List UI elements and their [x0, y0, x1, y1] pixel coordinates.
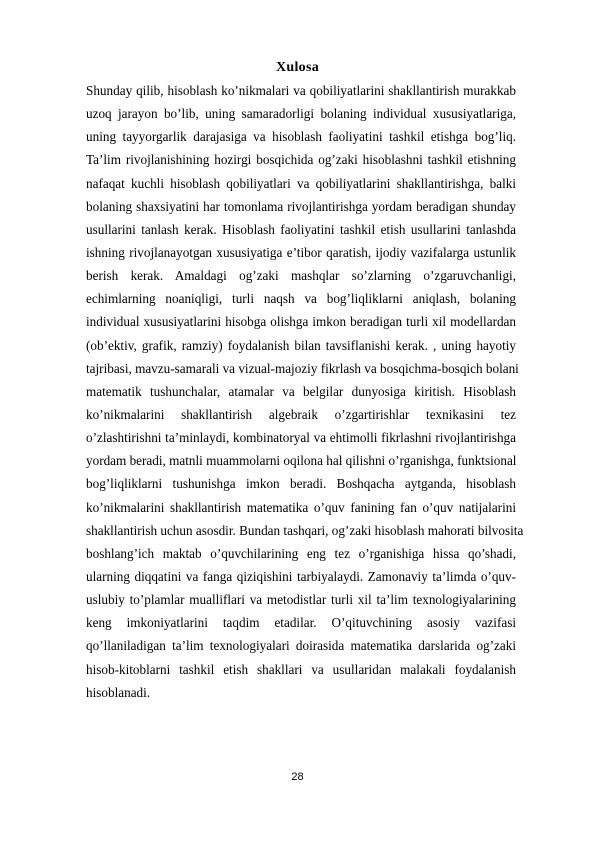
paragraph-line: ko’nikmalarini shakllantirish algebraik o’zgartirishlar texnikasini tez: [86, 406, 516, 422]
paragraph-line: uning tayyorgarlik darajasiga va hisoblash faoliyatini tashkil etishga bog’liq.: [86, 129, 516, 145]
paragraph-line: qo’llaniladigan ta’lim texnologiyalari doirasida matematika darslarida og’zaki: [86, 638, 516, 654]
paragraph-line: bolaning shaxsiyatini har tomonlama rivojlantirishga yordam beradigan shunday: [86, 198, 516, 214]
paragraph-line: shakllantirish uchun asosdir. Bundan tashqari, og’zaki hisoblash mahorati bilvosita: [86, 522, 524, 538]
paragraph-line: nafaqat kuchli hisoblash qobiliyatlari va qobiliyatlarini shakllantirishga, balki: [86, 175, 516, 191]
paragraph-line: Shunday qilib, hisoblash ko’nikmalari va qobiliyatlarini shakllantirish murakkab: [86, 83, 516, 98]
paragraph-line: Ta’lim rivojlanishining hozirgi bosqichida og’zaki hisoblashni tashkil etishning: [86, 152, 516, 168]
paragraph-line: ularning diqqatini va fanga qiziqishini tarbiyalaydi. Zamonaviy ta’limda o’quv-: [86, 568, 516, 584]
paragraph-line: uslubiy to’plamlar mualliflari va metodistlar turli xil ta’lim texnologiyalarining: [86, 592, 516, 608]
paragraph-line: (ob’ektiv, grafik, ramziy) foydalanish bilan tavsiflanishi kerak. , uning hayotiy: [86, 337, 516, 353]
paragraph-line: yordam beradi, matnli muammolarni oqilona hal qilishni o’rganishga, funktsional: [86, 453, 517, 469]
paragraph-line: o’zlashtirishni ta’minlaydi, kombinatoryal va ehtimolli fikrlashni rivojlantirishga: [86, 430, 516, 446]
body-paragraph: [86, 79, 524, 704]
paragraph-line: tajribasi, mavzu-samarali va vizual-majoziy fikrlash va bosqichma-bosqich bolani: [86, 360, 519, 376]
paragraph-line: berish kerak. Amaldagi og’zaki mashqlar so’zlarning o’zgaruvchanligi,: [86, 268, 516, 284]
page-number: 28: [291, 771, 304, 783]
paragraph-line: hisoblanadi.: [86, 684, 151, 700]
paragraph-line: boshlang’ich maktab o’quvchilarining eng tez o’rganishiga hissa qo’shadi,: [86, 545, 516, 561]
paragraph-line: echimlarning noaniqligi, turli naqsh va bog’liqliklarni aniqlash, bolaning: [86, 291, 516, 307]
paragraph-line: bog’liqliklarni tushunishga imkon beradi. Boshqacha aytganda, hisoblash: [86, 476, 516, 492]
paragraph-line: ko’nikmalarini shakllantirish matematika o’quv fanining fan o’quv natijalarini: [86, 499, 516, 515]
paragraph-line: hisob-kitoblarni tashkil etish shakllari va usullaridan malakali foydalanish: [86, 661, 516, 677]
paragraph-line: usullarini tanlash kerak. Hisoblash faoliyatini tashkil etish usullarini tanlashda: [86, 221, 516, 237]
section-title: Xulosa: [275, 60, 320, 75]
paragraph-line: uzoq jarayon bo’lib, uning samaradorligi bolaning individual xususiyatlariga,: [86, 106, 516, 122]
paragraph-line: individual xususiyatlarini hisobga olishga imkon beradigan turli xil modellardan: [86, 314, 516, 330]
paragraph-line: keng imkoniyatlarini taqdim etadilar. O’qituvchining asosiy vazifasi: [86, 615, 516, 631]
paragraph-line: matematik tushunchalar, atamalar va belgilar dunyosiga kiritish. Hisoblash: [86, 383, 516, 399]
paragraph-line: ishning rivojlanayotgan xususiyatiga e’tibor qaratish, ijodiy vazifalarga ustunlik: [86, 244, 516, 260]
